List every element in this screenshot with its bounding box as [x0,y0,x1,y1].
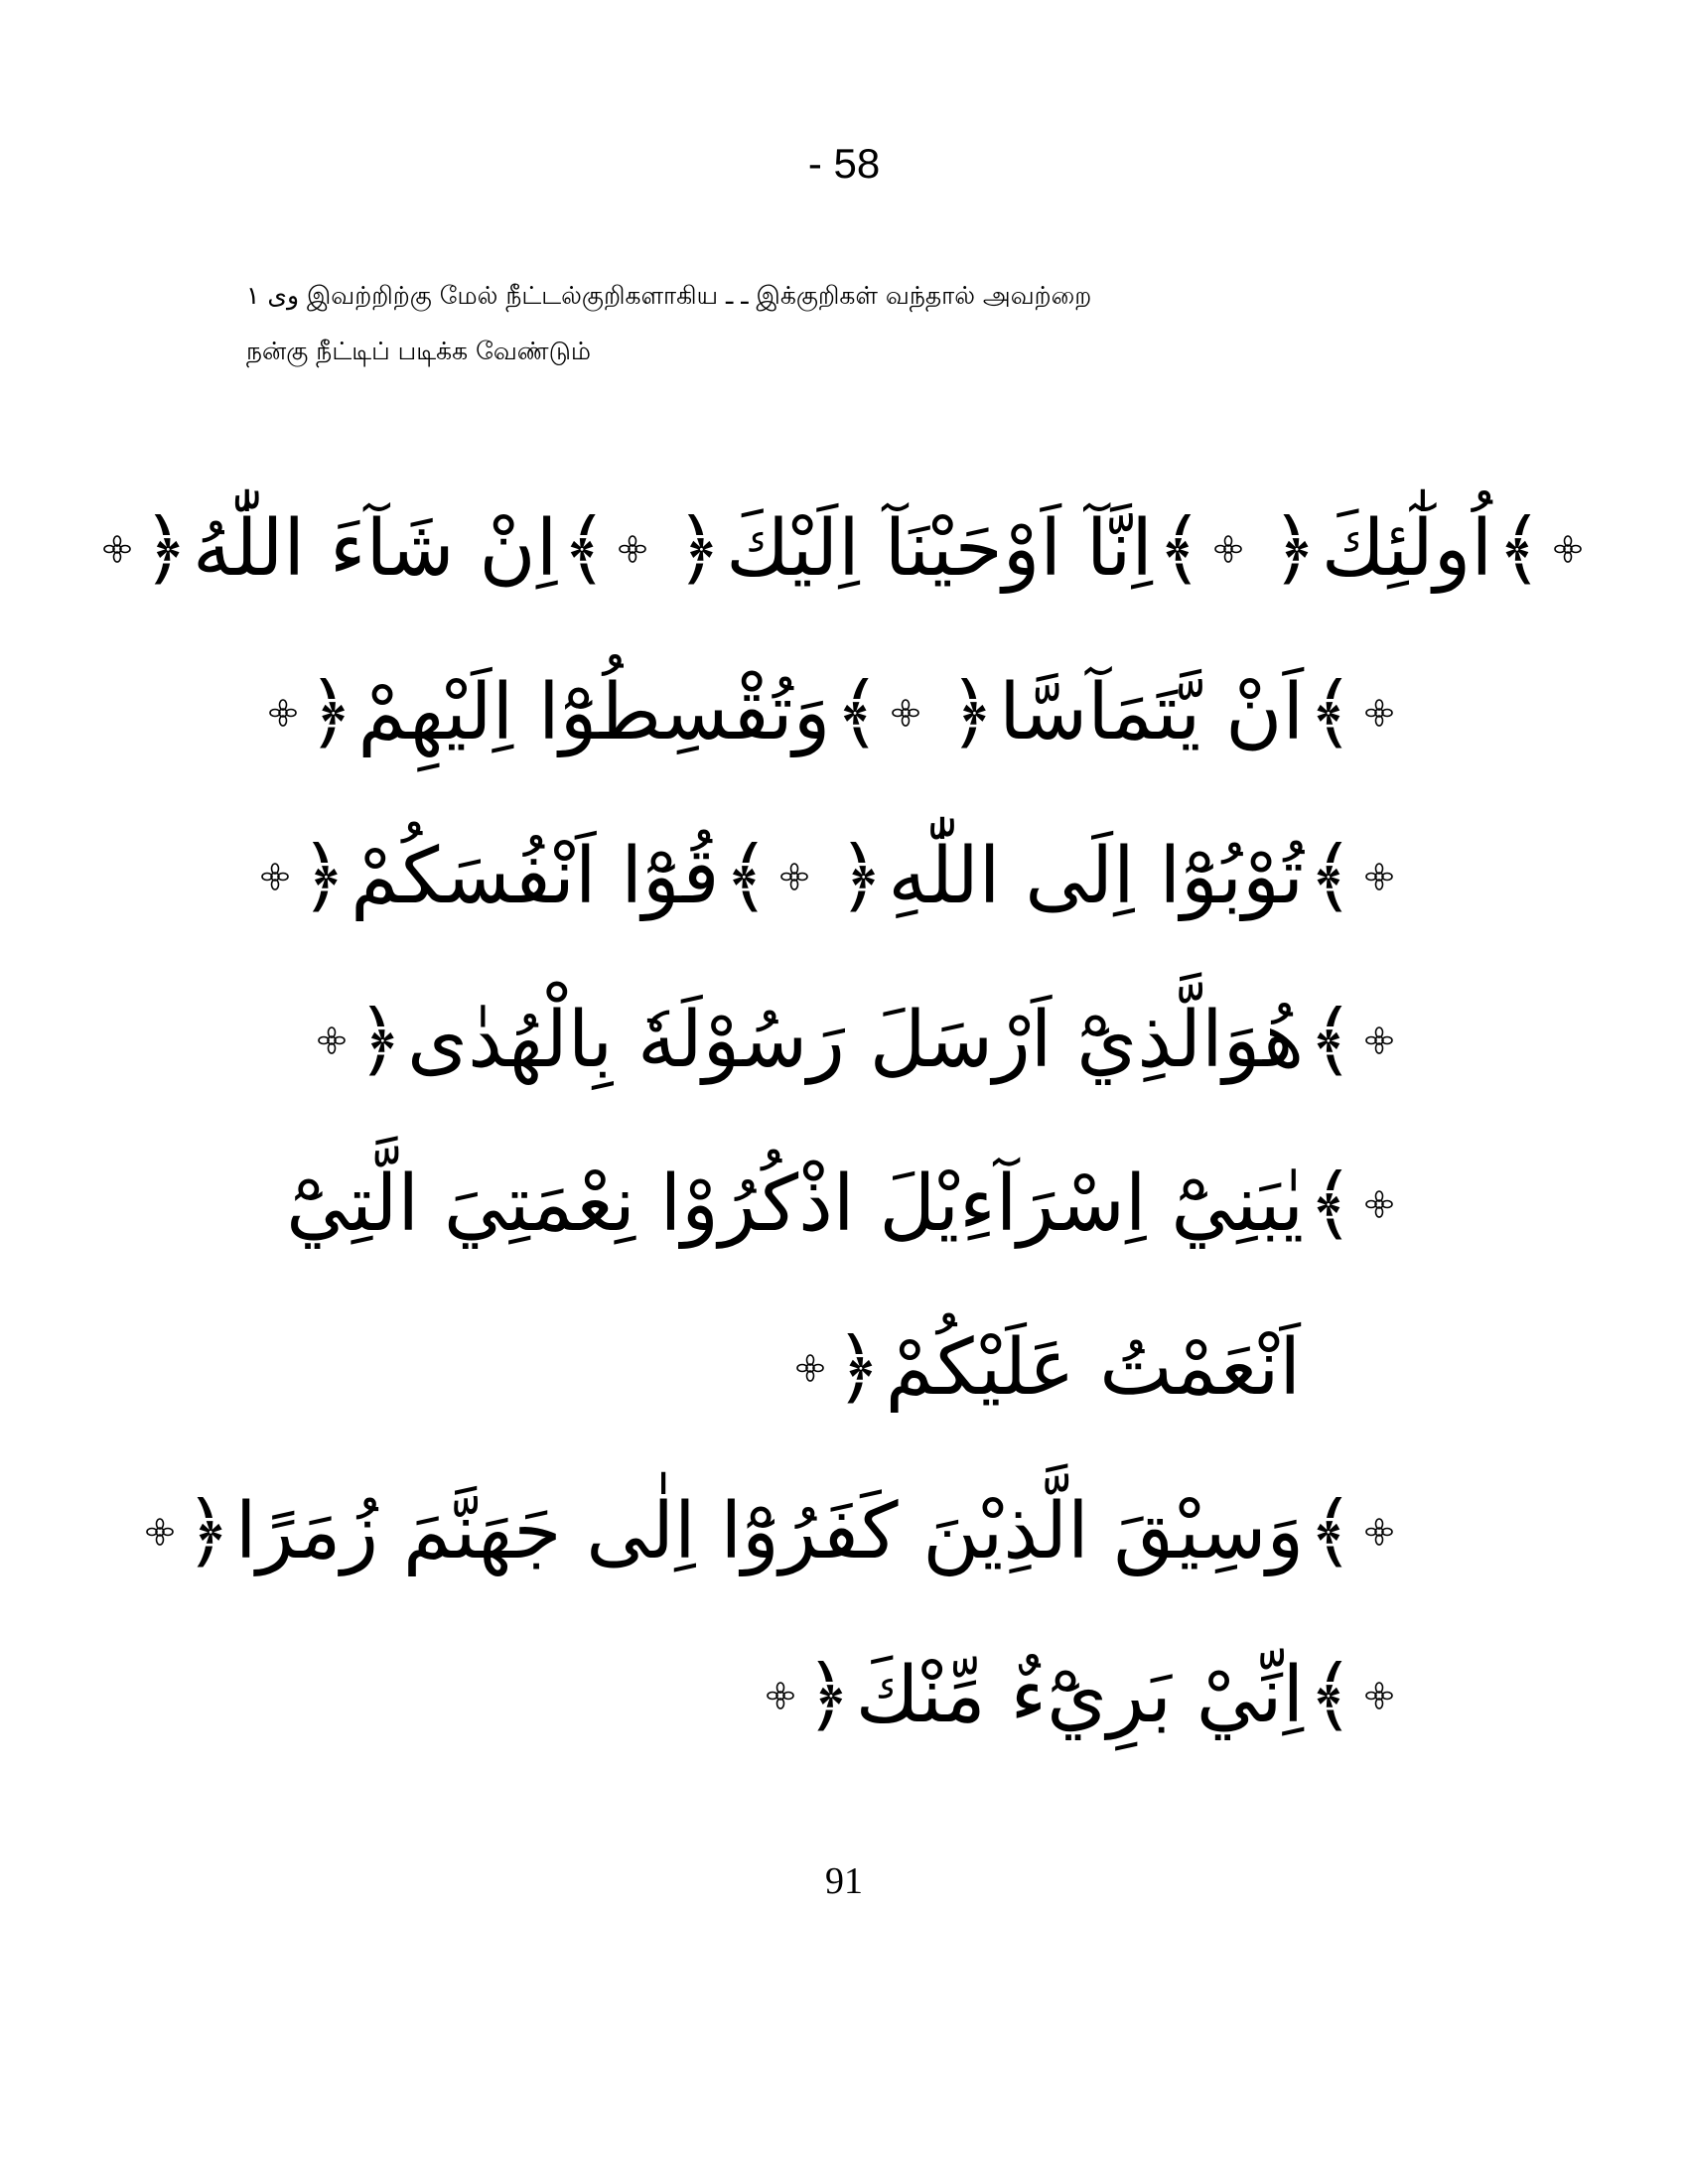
arabic-phrase: اَنْعَمْتُ عَلَيْكُمْ [885,1322,1301,1413]
ornate-bracket-close: ﴿ [300,830,348,922]
ornate-bracket-close: ﴿ [834,1321,882,1414]
verse-list [99,467,1589,1777]
flower-ornament-icon [1364,862,1394,891]
ornate-bracket-open: ﴾ [1308,1158,1354,1250]
verse-line-2 [99,630,1589,794]
ornate-bracket-open: ﴾ [1308,830,1354,922]
flower-ornament-icon [1364,1025,1394,1055]
arabic-phrase: وَتُقْسِطُوْٓا اِلَيْهِمْ [357,667,831,757]
arabic-phrase: اِنْ شَآءَ اللّٰهُ [192,503,558,594]
page-number: 91 [825,1860,863,1902]
verse-line-6 [99,1286,1589,1449]
flower-ornament-icon [1553,534,1583,564]
arabic-phrase: يٰبَنِيْٓ اِسْرَآءِيْلَ اذْكُرُوْا نِعْمَتِيَ الَّتِيْٓ [286,1159,1305,1249]
flower-ornament-icon [102,534,132,564]
verse-phrase [944,666,1400,758]
instruction-line-2: நன்கு நீட்டிப் படிக்க வேண்டும் [246,337,592,365]
verse-phrase [1267,502,1589,595]
ornate-bracket-open: ﴾ [1308,1649,1354,1741]
flower-ornament-icon [317,1025,347,1055]
ornate-bracket-close: ﴿ [185,1485,231,1577]
verse-phrase [671,502,1249,595]
arabic-phrase: اَنْ يَّتَمَآسَّا [999,667,1305,757]
arabic-phrase: وَسِيْقَ الَّذِيْنَ كَفَرُوْٓا اِلٰى جَهَنَّمَ زُمَرًا [234,1486,1305,1576]
flower-ornament-icon [268,698,298,728]
ornate-bracket-open: ﴾ [1308,1485,1354,1577]
ornate-bracket-close: ﴿ [142,502,189,595]
ornate-bracket-close: ﴿ [837,830,885,922]
verse-line-5 [99,1122,1589,1286]
verse-line-7 [99,1449,1589,1613]
ornate-bracket-close: ﴿ [948,666,996,758]
flower-ornament-icon [1364,1517,1394,1547]
flower-ornament-icon [1364,698,1394,728]
verse-phrase [311,994,1400,1086]
ornate-bracket-open: ﴾ [1156,502,1203,595]
flower-ornament-icon [1213,534,1243,564]
verse-phrase [286,1158,1400,1250]
arabic-phrase: اُولٰٓئِكَ [1321,503,1493,594]
verse-line-3 [99,794,1589,958]
flower-ornament-icon [795,1353,825,1383]
ornate-bracket-open: ﴾ [561,502,609,595]
verse-phrase [789,1321,1301,1414]
ornate-bracket-open: ﴾ [1308,994,1354,1086]
arabic-phrase: هُوَالَّذِيْٓ اَرْسَلَ رَسُوْلَهٗ بِالْهُدٰى [407,995,1305,1085]
verse-phrase [96,502,653,595]
arabic-phrase: قُوْٓا اَنْفُسَكُمْ [351,831,720,921]
verse-phrase [254,830,815,922]
verse-line-4 [99,958,1589,1122]
ornate-bracket-open: ﴾ [1496,502,1543,595]
ornate-bracket-close: ﴿ [307,666,354,758]
flower-ornament-icon [618,534,647,564]
flower-ornament-icon [1364,1681,1394,1710]
ornate-bracket-open: ﴾ [834,666,882,758]
arabic-phrase: تُوْبُوْٓا اِلَى اللّٰهِ [888,831,1305,921]
verse-phrase [833,830,1400,922]
ornate-bracket-close: ﴿ [1270,502,1318,595]
verse-line-8 [99,1613,1589,1777]
verse-line-1 [99,467,1589,630]
arabic-phrase: اِنِّيْ بَرِيْٓءٌ مِّنْكَ [855,1650,1305,1740]
ornate-bracket-open: ﴾ [723,830,771,922]
ornate-bracket-close: ﴿ [356,994,404,1086]
ornate-bracket-close: ﴿ [675,502,723,595]
flower-ornament-icon [145,1517,175,1547]
flower-ornament-icon [766,1681,795,1710]
arabic-phrase: اِنَّآ اَوْحَيْنَآ اِلَيْكَ [726,503,1153,594]
instruction-line-1: وی ۱ இவற்றிற்கு மேல் நீட்டல்குறிகளாகிய ـ ـ இக்குறிகள் வந்தால் அவற்றை [246,281,1092,310]
flower-ornament-icon [779,862,809,891]
section-number: - 58 [807,140,881,187]
verse-phrase [760,1649,1400,1741]
instruction-text [246,268,1487,379]
flower-ornament-icon [260,862,290,891]
flower-ornament-icon [1364,1189,1394,1219]
ornate-bracket-open: ﴾ [1308,666,1354,758]
verse-phrase [262,666,927,758]
verse-phrase [139,1485,1400,1577]
flower-ornament-icon [891,698,920,728]
ornate-bracket-close: ﴿ [804,1649,852,1741]
